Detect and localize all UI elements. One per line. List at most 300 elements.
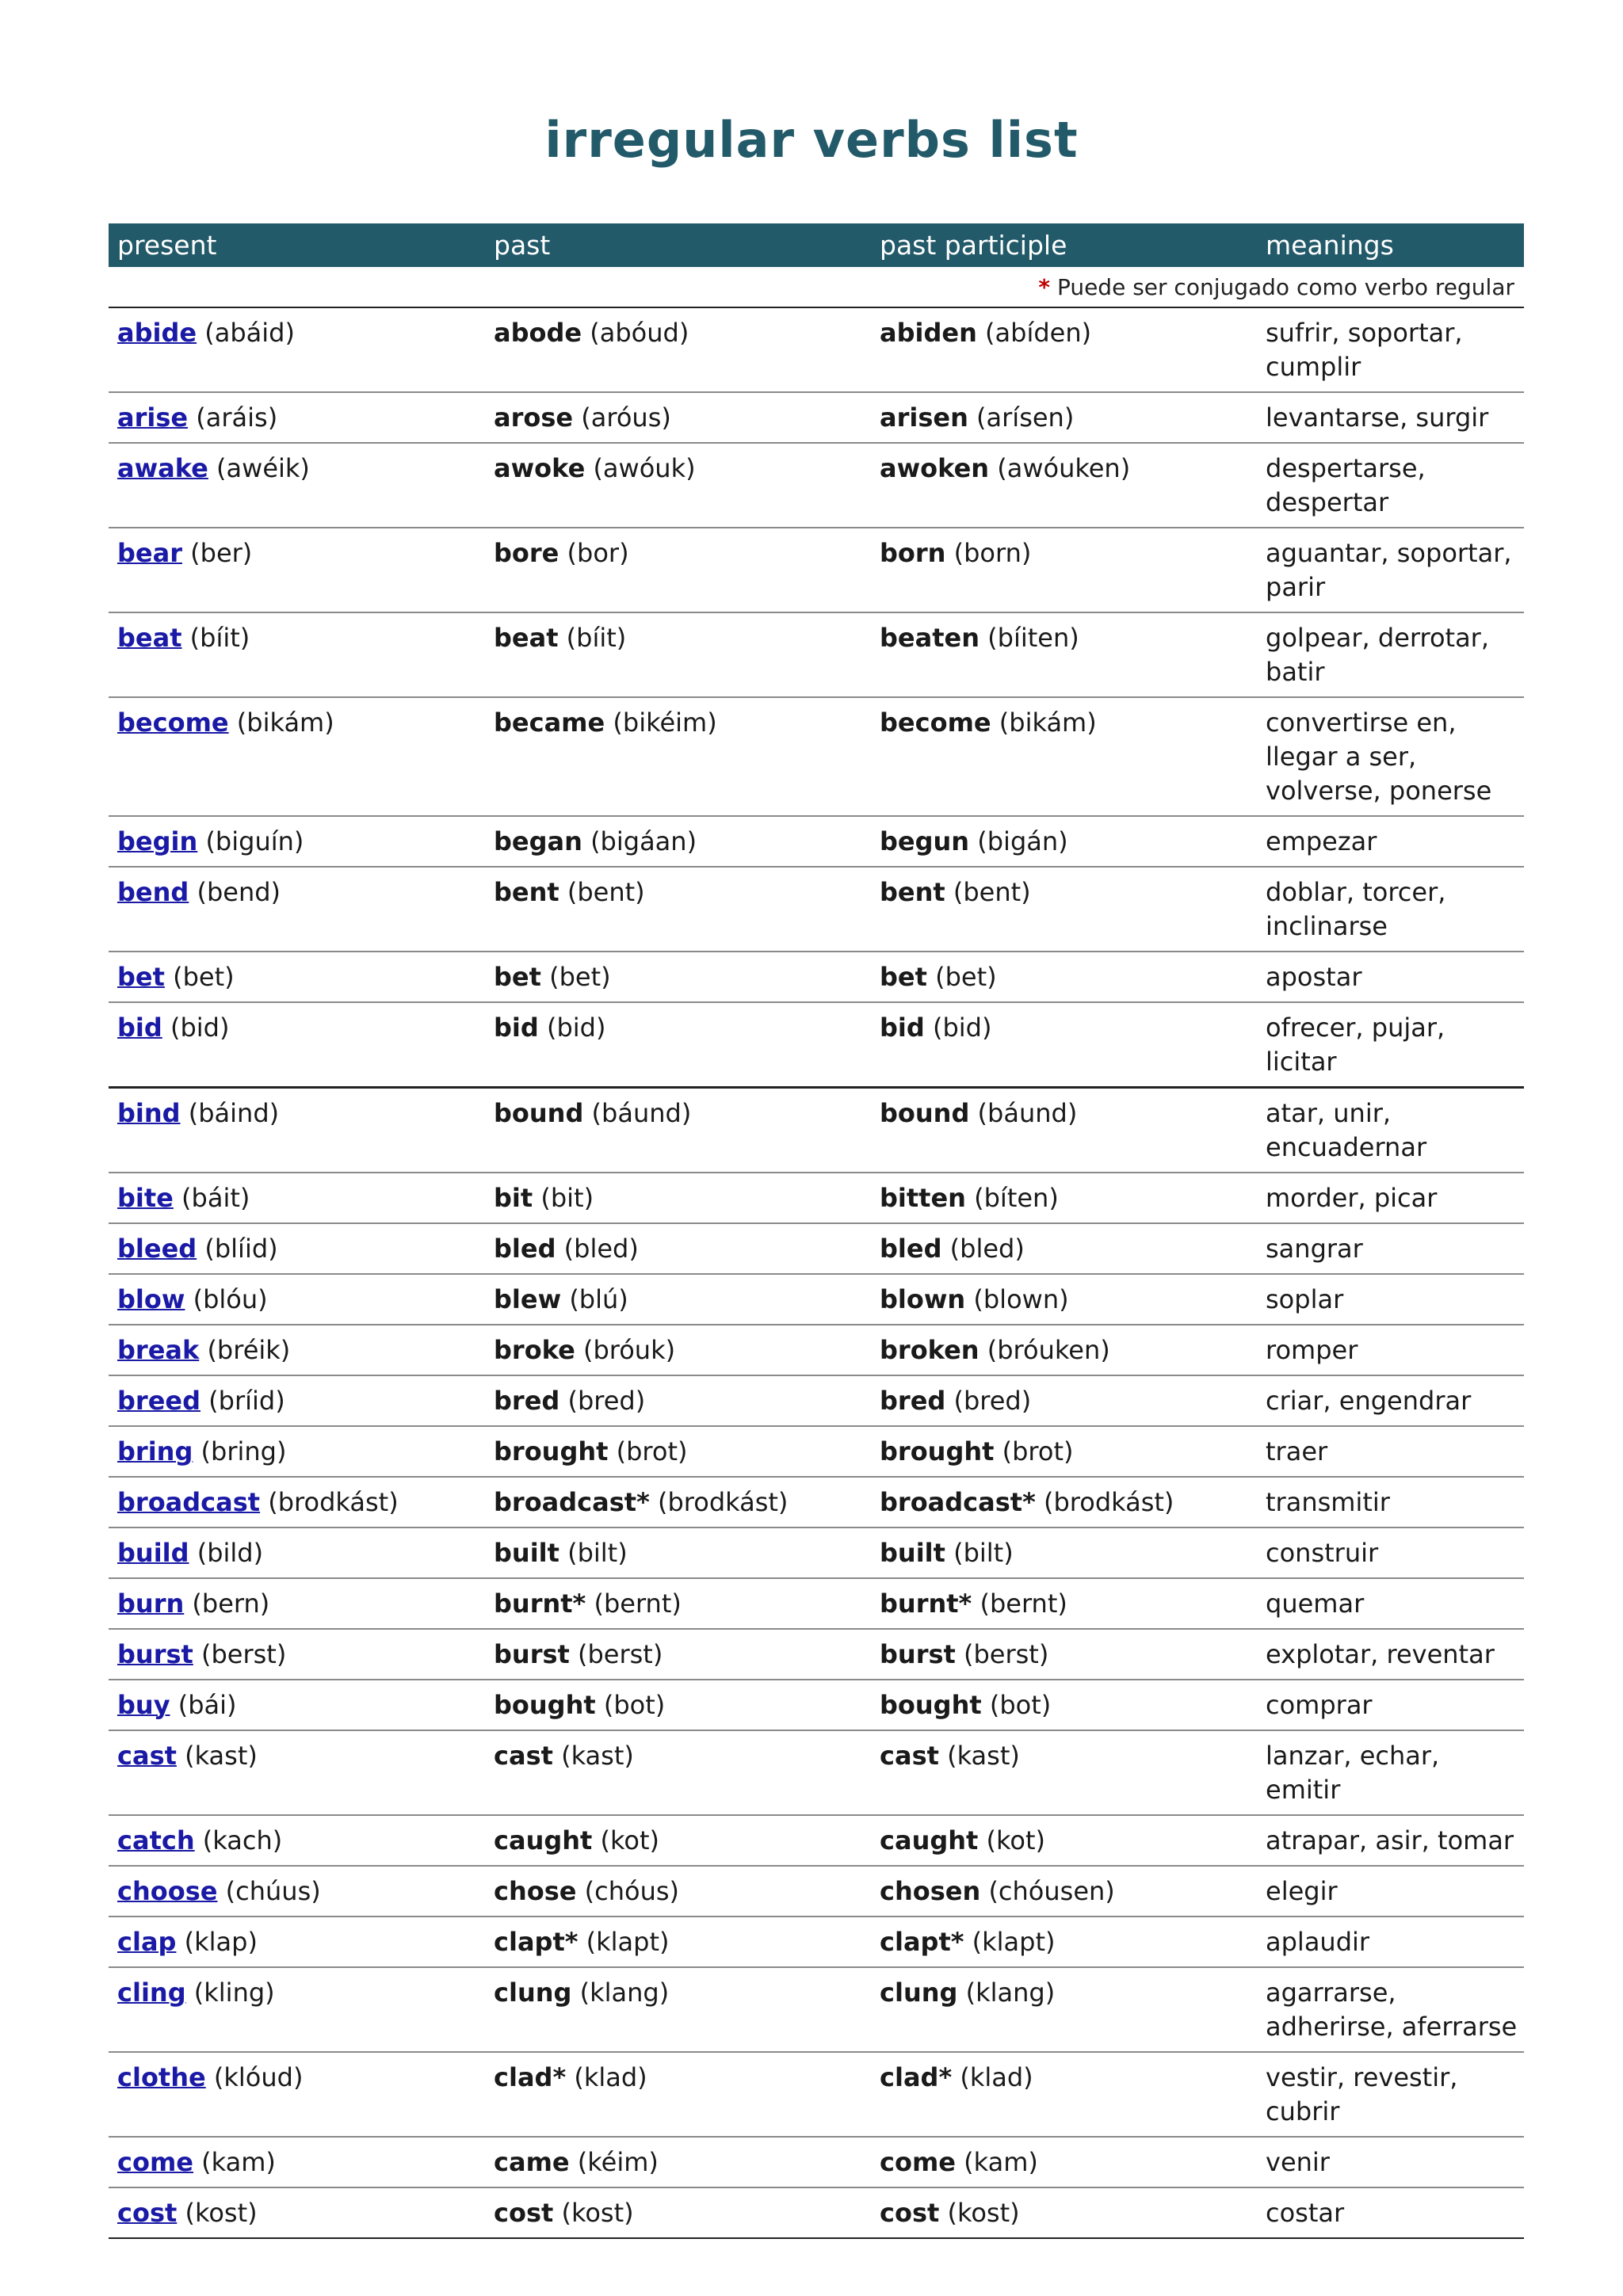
past-cell bbox=[485, 1325, 871, 1375]
past-cell bbox=[485, 2137, 871, 2187]
past-pronunciation: (bilt) bbox=[567, 1538, 628, 1568]
past-participle-cell bbox=[871, 392, 1257, 443]
past-cell bbox=[485, 528, 871, 612]
past-form: bore bbox=[494, 538, 559, 568]
past-cell bbox=[485, 1426, 871, 1477]
past-form: broadcast* bbox=[494, 1487, 650, 1517]
regular-note bbox=[109, 267, 1524, 307]
past-form: clad* bbox=[494, 2062, 567, 2092]
past-cell bbox=[485, 1274, 871, 1325]
present-cell bbox=[109, 867, 485, 952]
past-participle-form: bred bbox=[880, 1386, 946, 1416]
past-cell bbox=[485, 392, 871, 443]
present-pronunciation: (bern) bbox=[192, 1589, 270, 1619]
past-participle-cell bbox=[871, 307, 1257, 392]
present-pronunciation: (awéik) bbox=[216, 453, 310, 483]
verb-link[interactable]: clap bbox=[117, 1927, 177, 1957]
past-participle-pronunciation: (bíten) bbox=[974, 1183, 1059, 1213]
table-row bbox=[109, 2187, 1524, 2238]
past-participle-form: burnt* bbox=[880, 1589, 972, 1619]
past-participle-cell bbox=[871, 443, 1257, 528]
past-participle-cell bbox=[871, 1730, 1257, 1815]
past-participle-form: begun bbox=[880, 826, 970, 856]
past-cell bbox=[485, 1629, 871, 1680]
past-form: bid bbox=[494, 1013, 539, 1043]
present-pronunciation: (bikám) bbox=[236, 707, 334, 738]
past-participle-pronunciation: (kot) bbox=[986, 1825, 1045, 1855]
past-participle-cell bbox=[871, 612, 1257, 697]
past-participle-pronunciation: (arísen) bbox=[976, 402, 1075, 433]
present-cell bbox=[109, 612, 485, 697]
present-cell bbox=[109, 816, 485, 867]
past-participle-form: bought bbox=[880, 1690, 982, 1720]
past-participle-pronunciation: (brot) bbox=[1002, 1436, 1074, 1466]
meaning-cell: criar, engendrar bbox=[1257, 1375, 1524, 1426]
past-cell bbox=[485, 1815, 871, 1866]
past-form: broke bbox=[494, 1335, 575, 1365]
present-cell bbox=[109, 1477, 485, 1527]
past-pronunciation: (bent) bbox=[567, 877, 645, 907]
past-participle-form: caught bbox=[880, 1825, 979, 1855]
past-cell bbox=[485, 1967, 871, 2052]
past-participle-form: bitten bbox=[880, 1183, 966, 1213]
past-participle-form: awoken bbox=[880, 453, 990, 483]
meaning-cell: atar, unir, encuadernar bbox=[1257, 1088, 1524, 1173]
past-participle-pronunciation: (brodkást) bbox=[1043, 1487, 1174, 1517]
present-pronunciation: (kast) bbox=[185, 1741, 258, 1771]
table-row bbox=[109, 1866, 1524, 1917]
past-participle-pronunciation: (chóusen) bbox=[988, 1876, 1115, 1906]
header-past: past bbox=[485, 223, 871, 267]
past-participle-pronunciation: (bet) bbox=[935, 962, 997, 992]
present-cell bbox=[109, 1527, 485, 1578]
past-pronunciation: (aróus) bbox=[581, 402, 671, 433]
past-participle-pronunciation: (awóuken) bbox=[997, 453, 1131, 483]
table-row bbox=[109, 2137, 1524, 2187]
present-pronunciation: (chúus) bbox=[225, 1876, 321, 1906]
past-pronunciation: (klad) bbox=[574, 2062, 647, 2092]
present-pronunciation: (biguín) bbox=[205, 826, 304, 856]
present-cell bbox=[109, 1002, 485, 1087]
verb-link[interactable]: bear bbox=[117, 538, 182, 568]
table-row bbox=[109, 867, 1524, 952]
header-present: present bbox=[109, 223, 485, 267]
meaning-cell: levantarse, surgir bbox=[1257, 392, 1524, 443]
past-pronunciation: (bor) bbox=[567, 538, 629, 568]
past-participle-cell bbox=[871, 1815, 1257, 1866]
present-cell bbox=[109, 2187, 485, 2238]
present-pronunciation: (kost) bbox=[185, 2198, 258, 2228]
present-cell bbox=[109, 307, 485, 392]
past-participle-form: broken bbox=[880, 1335, 980, 1365]
past-participle-pronunciation: (bigán) bbox=[977, 826, 1068, 856]
page-title: irregular verbs list bbox=[544, 111, 1079, 169]
past-cell bbox=[485, 1088, 871, 1173]
past-cell bbox=[485, 1002, 871, 1087]
present-pronunciation: (klap) bbox=[184, 1927, 258, 1957]
past-participle-form: cost bbox=[880, 2198, 940, 2228]
present-pronunciation: (kling) bbox=[193, 1978, 275, 2008]
past-participle-pronunciation: (báund) bbox=[977, 1098, 1078, 1128]
past-participle-pronunciation: (bernt) bbox=[980, 1589, 1067, 1619]
past-form: beat bbox=[494, 623, 559, 653]
table-row bbox=[109, 1088, 1524, 1173]
verb-link[interactable]: arise bbox=[117, 402, 189, 433]
present-cell bbox=[109, 2137, 485, 2187]
past-participle-cell bbox=[871, 697, 1257, 816]
past-participle-form: arisen bbox=[880, 402, 968, 433]
verb-link[interactable]: bite bbox=[117, 1183, 174, 1213]
meaning-cell: construir bbox=[1257, 1527, 1524, 1578]
past-participle-cell bbox=[871, 952, 1257, 1002]
regular-note-row bbox=[109, 267, 1524, 307]
present-pronunciation: (kam) bbox=[201, 2147, 276, 2177]
table-row bbox=[109, 952, 1524, 1002]
past-cell bbox=[485, 1866, 871, 1917]
verb-link[interactable]: burst bbox=[117, 1639, 193, 1669]
past-form: clung bbox=[494, 1978, 572, 2008]
table-row bbox=[109, 1815, 1524, 1866]
present-pronunciation: (bíit) bbox=[189, 623, 250, 653]
meaning-cell: atrapar, asir, tomar bbox=[1257, 1815, 1524, 1866]
table-row bbox=[109, 443, 1524, 528]
verb-link[interactable]: bleed bbox=[117, 1234, 197, 1264]
present-cell bbox=[109, 1815, 485, 1866]
present-pronunciation: (báit) bbox=[181, 1183, 250, 1213]
present-cell bbox=[109, 1223, 485, 1274]
past-participle-pronunciation: (bikám) bbox=[999, 707, 1097, 738]
verb-link[interactable]: beat bbox=[117, 623, 182, 653]
past-cell bbox=[485, 1578, 871, 1629]
verb-link[interactable]: bid bbox=[117, 1013, 162, 1043]
past-form: awoke bbox=[494, 453, 586, 483]
table-row bbox=[109, 392, 1524, 443]
past-participle-form: become bbox=[880, 707, 991, 738]
past-form: abode bbox=[494, 318, 582, 348]
past-pronunciation: (bíit) bbox=[566, 623, 627, 653]
meaning-cell: despertarse, despertar bbox=[1257, 443, 1524, 528]
past-participle-form: bent bbox=[880, 877, 945, 907]
table-row bbox=[109, 1578, 1524, 1629]
verb-link[interactable]: burn bbox=[117, 1589, 185, 1619]
past-cell bbox=[485, 816, 871, 867]
past-participle-pronunciation: (blown) bbox=[973, 1284, 1069, 1314]
past-participle-form: bet bbox=[880, 962, 927, 992]
meaning-cell: transmitir bbox=[1257, 1477, 1524, 1527]
table-row bbox=[109, 2052, 1524, 2137]
table-row bbox=[109, 1223, 1524, 1274]
past-pronunciation: (báund) bbox=[591, 1098, 692, 1128]
past-participle-pronunciation: (bíiten) bbox=[987, 623, 1079, 653]
meaning-cell: empezar bbox=[1257, 816, 1524, 867]
past-pronunciation: (brodkást) bbox=[657, 1487, 789, 1517]
meaning-cell: quemar bbox=[1257, 1578, 1524, 1629]
present-pronunciation: (bríid) bbox=[208, 1386, 285, 1416]
table-row bbox=[109, 816, 1524, 867]
past-pronunciation: (bled) bbox=[563, 1234, 639, 1264]
past-pronunciation: (bet) bbox=[549, 962, 611, 992]
past-pronunciation: (bikéim) bbox=[613, 707, 717, 738]
present-cell bbox=[109, 2052, 485, 2137]
past-participle-pronunciation: (bled) bbox=[949, 1234, 1025, 1264]
past-form: came bbox=[494, 2147, 570, 2177]
past-participle-pronunciation: (born) bbox=[953, 538, 1032, 568]
past-participle-form: come bbox=[880, 2147, 956, 2177]
verb-link[interactable]: blow bbox=[117, 1284, 185, 1314]
meaning-cell: sangrar bbox=[1257, 1223, 1524, 1274]
past-form: chose bbox=[494, 1876, 577, 1906]
past-pronunciation: (bróuk) bbox=[582, 1335, 676, 1365]
present-cell bbox=[109, 528, 485, 612]
present-cell bbox=[109, 1967, 485, 2052]
past-form: bit bbox=[494, 1183, 533, 1213]
past-cell bbox=[485, 1223, 871, 1274]
past-pronunciation: (kast) bbox=[561, 1741, 634, 1771]
past-pronunciation: (awóuk) bbox=[593, 453, 696, 483]
past-form: cost bbox=[494, 2198, 554, 2228]
past-form: bound bbox=[494, 1098, 584, 1128]
past-participle-form: chosen bbox=[880, 1876, 981, 1906]
past-form: brought bbox=[494, 1436, 609, 1466]
past-cell bbox=[485, 307, 871, 392]
meaning-cell: agarrarse, adherirse, aferrarse bbox=[1257, 1967, 1524, 2052]
table-row bbox=[109, 1002, 1524, 1087]
present-cell bbox=[109, 952, 485, 1002]
past-form: burst bbox=[494, 1639, 570, 1669]
past-participle-cell bbox=[871, 2052, 1257, 2137]
past-cell bbox=[485, 1173, 871, 1223]
past-participle-cell bbox=[871, 1173, 1257, 1223]
table-row bbox=[109, 1426, 1524, 1477]
past-participle-pronunciation: (bot) bbox=[989, 1690, 1052, 1720]
meaning-cell: lanzar, echar, emitir bbox=[1257, 1730, 1524, 1815]
table-row bbox=[109, 1629, 1524, 1680]
past-cell bbox=[485, 867, 871, 952]
past-participle-form: bound bbox=[880, 1098, 970, 1128]
meaning-cell: explotar, reventar bbox=[1257, 1629, 1524, 1680]
past-participle-cell bbox=[871, 1680, 1257, 1730]
past-form: bled bbox=[494, 1234, 556, 1264]
past-pronunciation: (brot) bbox=[616, 1436, 688, 1466]
verbs-table-2 bbox=[109, 1087, 1524, 2239]
past-cell bbox=[485, 2052, 871, 2137]
verb-link[interactable]: bend bbox=[117, 877, 189, 907]
past-participle-pronunciation: (abíden) bbox=[985, 318, 1092, 348]
past-participle-cell bbox=[871, 1426, 1257, 1477]
verb-link[interactable]: become bbox=[117, 707, 229, 738]
present-cell bbox=[109, 443, 485, 528]
past-participle-cell bbox=[871, 1325, 1257, 1375]
past-participle-form: clad* bbox=[880, 2062, 953, 2092]
past-participle-form: cast bbox=[880, 1741, 939, 1771]
verb-link[interactable]: breed bbox=[117, 1386, 200, 1416]
present-cell bbox=[109, 392, 485, 443]
meaning-cell: sufrir, soportar, cumplir bbox=[1257, 307, 1524, 392]
past-participle-cell bbox=[871, 1967, 1257, 2052]
meaning-cell: vestir, revestir, cubrir bbox=[1257, 2052, 1524, 2137]
past-form: blew bbox=[494, 1284, 562, 1314]
past-participle-pronunciation: (bilt) bbox=[953, 1538, 1014, 1568]
present-cell bbox=[109, 697, 485, 816]
verb-link[interactable]: build bbox=[117, 1538, 189, 1568]
past-pronunciation: (kost) bbox=[561, 2198, 634, 2228]
past-cell bbox=[485, 1527, 871, 1578]
meaning-cell: venir bbox=[1257, 2137, 1524, 2187]
present-pronunciation: (bend) bbox=[197, 877, 281, 907]
past-participle-cell bbox=[871, 1866, 1257, 1917]
past-pronunciation: (bot) bbox=[603, 1690, 666, 1720]
table-row bbox=[109, 1730, 1524, 1815]
past-participle-pronunciation: (kost) bbox=[947, 2198, 1020, 2228]
past-form: bought bbox=[494, 1690, 596, 1720]
past-participle-pronunciation: (kast) bbox=[947, 1741, 1020, 1771]
past-form: clapt* bbox=[494, 1927, 579, 1957]
present-cell bbox=[109, 1426, 485, 1477]
verb-link[interactable]: come bbox=[117, 2147, 193, 2177]
present-pronunciation: (klóud) bbox=[213, 2062, 304, 2092]
past-participle-cell bbox=[871, 1477, 1257, 1527]
past-participle-pronunciation: (bróuken) bbox=[987, 1335, 1110, 1365]
past-participle-cell bbox=[871, 867, 1257, 952]
past-participle-form: clung bbox=[880, 1978, 958, 2008]
past-pronunciation: (bit) bbox=[540, 1183, 594, 1213]
meaning-cell: morder, picar bbox=[1257, 1173, 1524, 1223]
present-pronunciation: (bái) bbox=[178, 1690, 237, 1720]
past-participle-pronunciation: (bent) bbox=[953, 877, 1031, 907]
verb-link[interactable]: break bbox=[117, 1335, 200, 1365]
present-pronunciation: (abáid) bbox=[204, 318, 295, 348]
past-cell bbox=[485, 1680, 871, 1730]
past-participle-form: bid bbox=[880, 1013, 925, 1043]
present-pronunciation: (blíid) bbox=[204, 1234, 278, 1264]
present-pronunciation: (kach) bbox=[202, 1825, 283, 1855]
present-cell bbox=[109, 1274, 485, 1325]
past-participle-pronunciation: (bid) bbox=[932, 1013, 992, 1043]
present-cell bbox=[109, 1173, 485, 1223]
past-cell bbox=[485, 1477, 871, 1527]
verb-link[interactable]: clothe bbox=[117, 2062, 206, 2092]
present-cell bbox=[109, 1866, 485, 1917]
past-participle-form: built bbox=[880, 1538, 945, 1568]
header-past-participle: past participle bbox=[871, 223, 1257, 267]
meaning-cell: romper bbox=[1257, 1325, 1524, 1375]
past-cell bbox=[485, 1375, 871, 1426]
past-participle-form: beaten bbox=[880, 623, 980, 653]
present-pronunciation: (bréik) bbox=[207, 1335, 291, 1365]
present-cell bbox=[109, 1578, 485, 1629]
verb-link[interactable]: cling bbox=[117, 1978, 186, 2008]
past-form: began bbox=[494, 826, 582, 856]
verb-link[interactable]: bind bbox=[117, 1098, 181, 1128]
past-participle-pronunciation: (klapt) bbox=[972, 1927, 1056, 1957]
past-cell bbox=[485, 612, 871, 697]
note-text: Puede ser conjugado como verbo regular bbox=[1056, 273, 1514, 300]
present-cell bbox=[109, 1629, 485, 1680]
past-participle-cell bbox=[871, 1274, 1257, 1325]
past-form: bent bbox=[494, 877, 559, 907]
past-participle-cell bbox=[871, 1629, 1257, 1680]
table-row bbox=[109, 612, 1524, 697]
meaning-cell: ofrecer, pujar, licitar bbox=[1257, 1002, 1524, 1087]
past-form: caught bbox=[494, 1825, 593, 1855]
past-pronunciation: (bernt) bbox=[594, 1589, 682, 1619]
verb-link[interactable]: choose bbox=[117, 1876, 218, 1906]
table-row bbox=[109, 1527, 1524, 1578]
past-participle-cell bbox=[871, 2137, 1257, 2187]
table-row bbox=[109, 1477, 1524, 1527]
past-pronunciation: (abóud) bbox=[590, 318, 689, 348]
verb-link[interactable]: abide bbox=[117, 318, 197, 348]
past-participle-pronunciation: (berst) bbox=[963, 1639, 1049, 1669]
past-cell bbox=[485, 1917, 871, 1967]
past-form: bred bbox=[494, 1386, 560, 1416]
meaning-cell: doblar, torcer, inclinarse bbox=[1257, 867, 1524, 952]
past-pronunciation: (berst) bbox=[577, 1639, 663, 1669]
past-form: became bbox=[494, 707, 605, 738]
verb-link[interactable]: awake bbox=[117, 453, 208, 483]
present-pronunciation: (aráis) bbox=[196, 402, 278, 433]
meaning-cell: convertirse en, llegar a ser, volverse, ponerse bbox=[1257, 697, 1524, 816]
past-participle-pronunciation: (kam) bbox=[964, 2147, 1038, 2177]
past-pronunciation: (bred) bbox=[567, 1386, 646, 1416]
present-cell bbox=[109, 1917, 485, 1967]
present-cell bbox=[109, 1375, 485, 1426]
present-pronunciation: (bild) bbox=[197, 1538, 264, 1568]
past-participle-cell bbox=[871, 1578, 1257, 1629]
meaning-cell: soplar bbox=[1257, 1274, 1524, 1325]
verb-link[interactable]: begin bbox=[117, 826, 198, 856]
past-participle-form: broadcast* bbox=[880, 1487, 1036, 1517]
meaning-cell: aguantar, soportar, parir bbox=[1257, 528, 1524, 612]
present-pronunciation: (bid) bbox=[170, 1013, 230, 1043]
past-form: cast bbox=[494, 1741, 553, 1771]
past-participle-form: born bbox=[880, 538, 946, 568]
past-pronunciation: (bigáan) bbox=[590, 826, 697, 856]
verb-link[interactable]: bet bbox=[117, 962, 165, 992]
past-participle-form: abiden bbox=[880, 318, 977, 348]
past-participle-cell bbox=[871, 1375, 1257, 1426]
past-form: burnt* bbox=[494, 1589, 586, 1619]
past-cell bbox=[485, 1730, 871, 1815]
past-participle-form: brought bbox=[880, 1436, 995, 1466]
table-header-row bbox=[109, 223, 1524, 267]
verb-link[interactable]: cast bbox=[117, 1741, 177, 1771]
meaning-cell: golpear, derrotar, batir bbox=[1257, 612, 1524, 697]
past-participle-pronunciation: (klang) bbox=[965, 1978, 1056, 2008]
note-asterisk: * bbox=[1038, 273, 1051, 300]
meaning-cell: elegir bbox=[1257, 1866, 1524, 1917]
verb-link[interactable]: buy bbox=[117, 1690, 170, 1720]
past-participle-cell bbox=[871, 2187, 1257, 2238]
past-cell bbox=[485, 443, 871, 528]
table-row bbox=[109, 1274, 1524, 1325]
past-participle-cell bbox=[871, 1002, 1257, 1087]
present-cell bbox=[109, 1325, 485, 1375]
meaning-cell: aplaudir bbox=[1257, 1917, 1524, 1967]
verb-link[interactable]: bring bbox=[117, 1436, 193, 1466]
past-cell bbox=[485, 697, 871, 816]
past-participle-cell bbox=[871, 1088, 1257, 1173]
verb-link[interactable]: broadcast bbox=[117, 1487, 261, 1517]
present-pronunciation: (ber) bbox=[190, 538, 253, 568]
past-participle-cell bbox=[871, 1527, 1257, 1578]
verb-link[interactable]: catch bbox=[117, 1825, 195, 1855]
past-pronunciation: (kéim) bbox=[577, 2147, 659, 2177]
verb-link[interactable]: cost bbox=[117, 2198, 178, 2228]
past-pronunciation: (kot) bbox=[600, 1825, 659, 1855]
table-row bbox=[109, 1325, 1524, 1375]
past-participle-form: clapt* bbox=[880, 1927, 964, 1957]
